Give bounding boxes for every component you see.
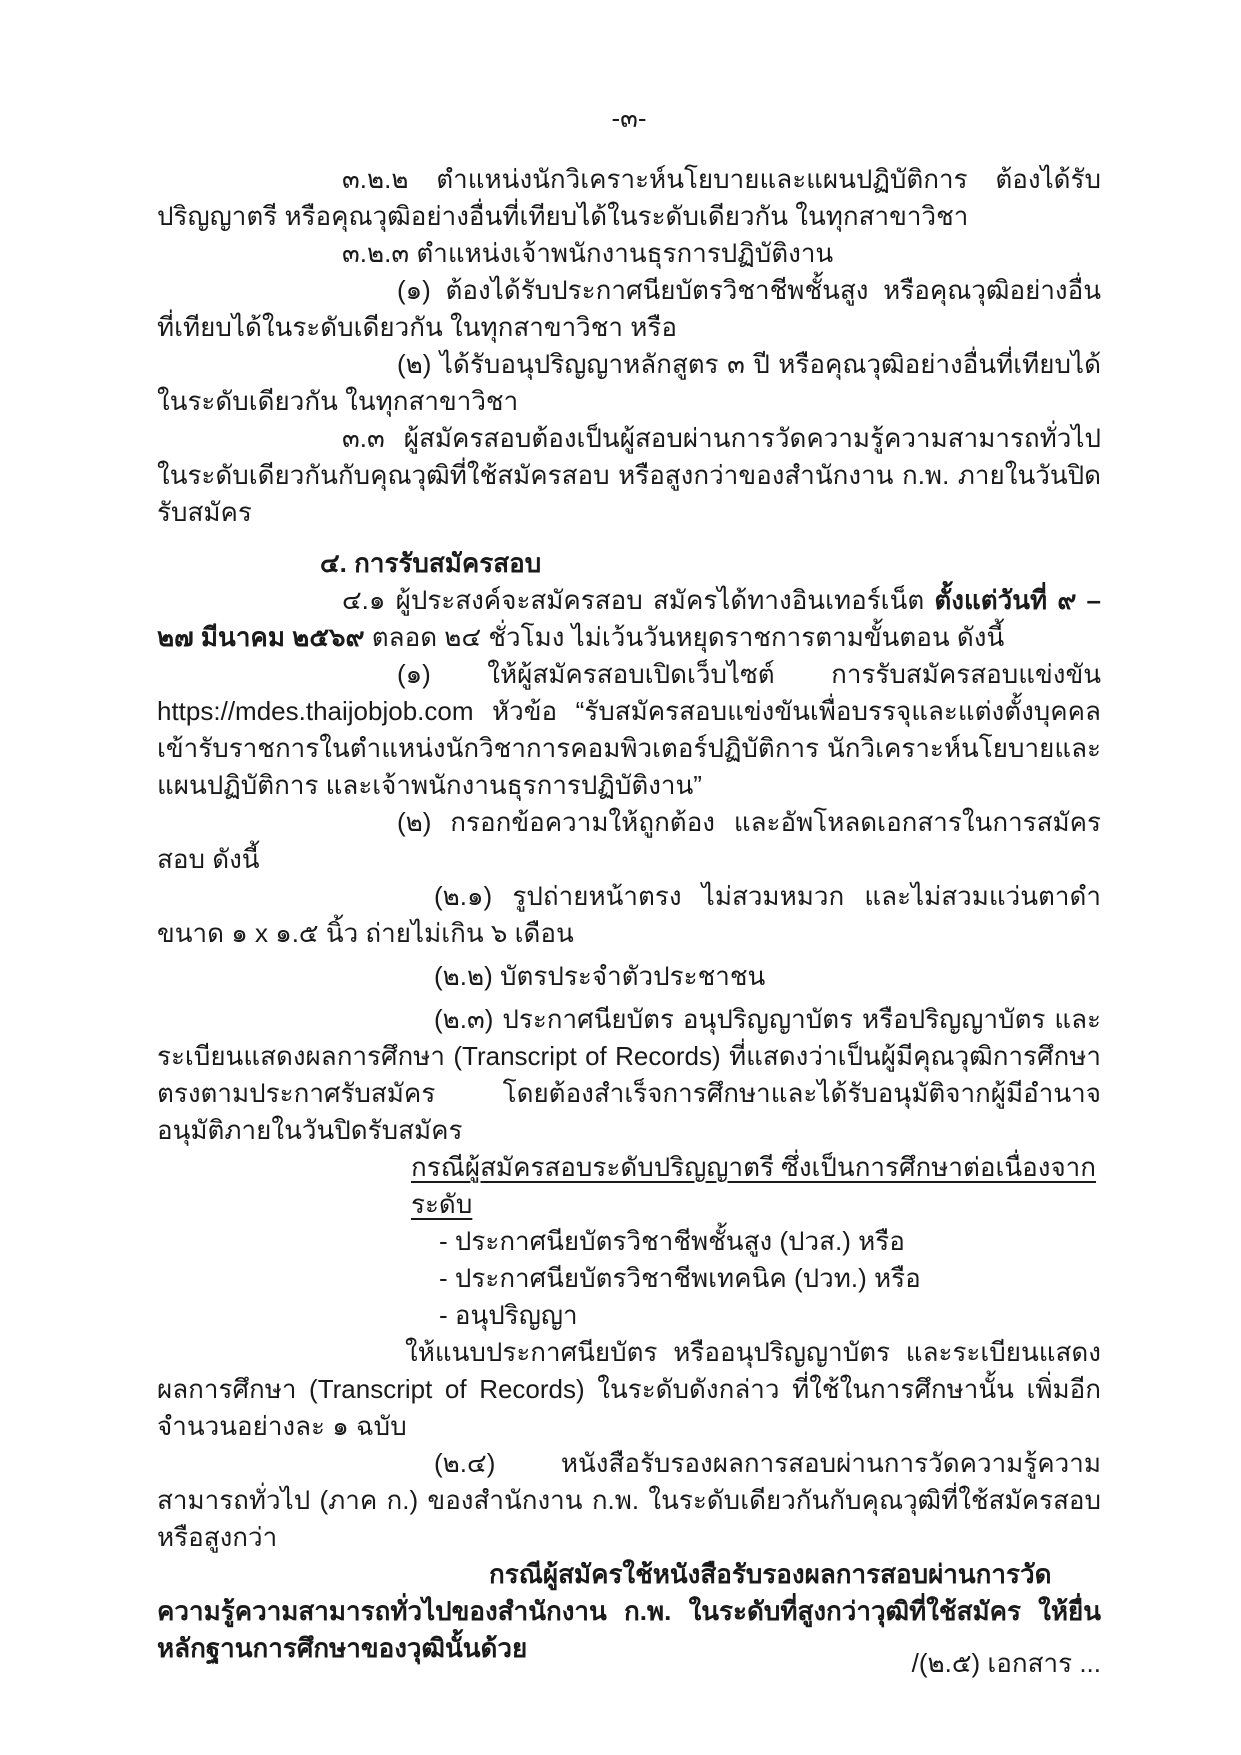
application-website-url: https://mdes.thaijobjob.com	[157, 696, 474, 726]
page-number: -๓-	[611, 103, 647, 133]
clause-website-suffix: หัวข้อ “รับสมัครสอบแข่งขันเพื่อบรรจุและแต่งตั้งบุคคลเข้ารับราชการในตำแหน่งนักวิชาการคอมพิวเตอร์ปฏิบัติการ นักวิเคราะห์นโยบายและแผนปฏิบัติการ และเจ้าพนักงานธุรการปฏิบัติงาน”	[157, 696, 1101, 800]
clause-upload: (๒) กรอกข้อความให้ถูกต้อง และอัพโหลดเอกสารในการสมัครสอบ ดังนี้	[157, 807, 1101, 874]
para-4-1-date-range: ตั้งแต่วันที่ ๙ – ๒๗ มีนาคม ๒๕๖๙	[157, 585, 1101, 652]
case-bachelor-heading: กรณีผู้สมัครสอบระดับปริญญาตรี ซึ่งเป็นการศึกษาต่อเนื่องจากระดับ	[411, 1152, 1097, 1219]
para-3-2-2: ๓.๒.๒ ตำแหน่งนักวิเคราะห์นโยบายและแผนปฏิบัติการ ต้องได้รับปริญญาตรี หรือคุณวุฒิอย่างอื่นที่เทียบได้ในระดับเดียวกัน ในทุกสาขาวิชา	[157, 164, 1101, 231]
continuation-note: /(๒.๕) เอกสาร ...	[911, 1648, 1101, 1678]
para-4-1-suffix: ตลอด ๒๔ ชั่วโมง ไม่เว้นวันหยุดราชการตามขั้นตอน ดังนี้	[364, 622, 1005, 652]
item-2-2-id-card: (๒.๒) บัตรประจำตัวประชาชน	[434, 961, 766, 991]
attach-note: ให้แนบประกาศนียบัตร หรืออนุปริญญาบัตร และระเบียนแสดงผลการศึกษา (Transcript of Records) ในระดับดังกล่าว ที่ใช้ในการศึกษานั้น เพิ่มอีกจำนวนอย่างละ ๑ ฉบับ	[157, 1337, 1101, 1441]
dash-item-associate: - อนุปริญญา	[439, 1300, 578, 1330]
item-2-4-certify-letter: (๒.๔) หนังสือรับรองผลการสอบผ่านการวัดความรู้ความสามารถทั่วไป (ภาค ก.) ของสำนักงาน ก.พ. ในระดับเดียวกันกับคุณวุฒิที่ใช้สมัครสอบ หรือสูงกว่า	[157, 1448, 1101, 1552]
clause-1: (๑) ต้องได้รับประกาศนียบัตรวิชาชีพชั้นสูง หรือคุณวุฒิอย่างอื่นที่เทียบได้ในระดับเดียวกัน ในทุกสาขาวิชา หรือ	[157, 275, 1101, 342]
item-2-1-photo: (๒.๑) รูปถ่ายหน้าตรง ไม่สวมหมวก และไม่สวมแว่นตาดำ ขนาด ๑ x ๑.๕ นิ้ว ถ่ายไม่เกิน ๖ เดือน	[157, 881, 1101, 948]
dash-item-high-vocational: - ประกาศนียบัตรวิชาชีพชั้นสูง (ปวส.) หรือ	[439, 1226, 905, 1256]
para-4-1	[157, 582, 1101, 656]
item-2-3-certificate: (๒.๓) ประกาศนียบัตร อนุปริญญาบัตร หรือปริญญาบัตร และระเบียนแสดงผลการศึกษา (Transcript of Records) ที่แสดงว่าเป็นผู้มีคุณวุฒิการศึกษาตรงตามประกาศรับสมัคร โดยต้องสำเร็จการศึกษาและได้รับอนุมัติจากผู้มีอำนาจอนุมัติภายในวันปิดรับสมัคร	[157, 1004, 1101, 1145]
document-content	[157, 100, 1101, 1667]
clause-website	[157, 656, 1101, 804]
para-3-2-3: ๓.๒.๓ ตำแหน่งเจ้าพนักงานธุรการปฏิบัติงาน	[342, 238, 834, 268]
clause-website-prefix: (๑) ให้ผู้สมัครสอบเปิดเว็บไซต์ การรับสมัครสอบแข่งขัน	[397, 659, 1101, 689]
section-4-heading: ๔. การรับสมัครสอบ	[320, 548, 542, 578]
bold-note-higher-level: กรณีผู้สมัครใช้หนังสือรับรองผลการสอบผ่านการวัดความรู้ความสามารถทั่วไปของสำนักงาน ก.พ. ในระดับที่สูงกว่าวุฒิที่ใช้สมัคร ให้ยื่นหลักฐานการศึกษาของวุฒินั้นด้วย	[157, 1559, 1101, 1663]
para-3-3: ๓.๓ ผู้สมัครสอบต้องเป็นผู้สอบผ่านการวัดความรู้ความสามารถทั่วไป ในระดับเดียวกันกับคุณวุฒิที่ใช้สมัครสอบ หรือสูงกว่าของสำนักงาน ก.พ. ภายในวันปิดรับสมัคร	[157, 423, 1101, 527]
clause-2: (๒) ได้รับอนุปริญญาหลักสูตร ๓ ปี หรือคุณวุฒิอย่างอื่นที่เทียบได้ในระดับเดียวกัน ในทุกสาขาวิชา	[157, 349, 1101, 416]
dash-item-technical: - ประกาศนียบัตรวิชาชีพเทคนิค (ปวท.) หรือ	[439, 1263, 921, 1293]
para-4-1-prefix: ๔.๑ ผู้ประสงค์จะสมัครสอบ สมัครได้ทางอินเทอร์เน็ต	[342, 585, 935, 615]
